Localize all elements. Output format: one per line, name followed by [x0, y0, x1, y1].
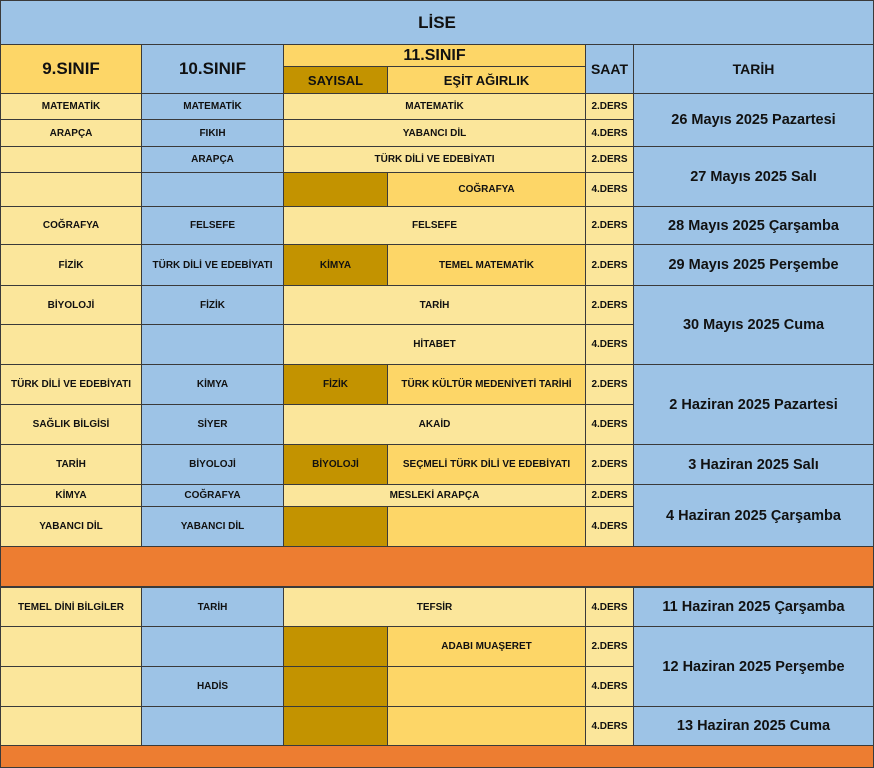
cell-9-sinif: ARAPÇA [0, 119, 142, 147]
cell-9-sinif: KİMYA [0, 484, 142, 507]
cell-saat: 2.DERS [585, 93, 634, 120]
cell-11-sinif: HİTABET [283, 324, 586, 365]
cell-10-sinif: SİYER [141, 404, 284, 445]
cell-9-sinif: TARİH [0, 444, 142, 485]
cell-sayisal: KİMYA [283, 244, 388, 286]
cell-10-sinif: ARAPÇA [141, 146, 284, 173]
cell-10-sinif: YABANCI DİL [141, 506, 284, 547]
cell-sayisal: BİYOLOJİ [283, 444, 388, 485]
cell-esit-agirlik: COĞRAFYA [387, 172, 586, 207]
cell-sayisal [283, 172, 388, 207]
cell-10-sinif [141, 324, 284, 365]
cell-esit-agirlik: TEMEL MATEMATİK [387, 244, 586, 286]
cell-10-sinif: MATEMATİK [141, 93, 284, 120]
cell-9-sinif: YABANCI DİL [0, 506, 142, 547]
cell-10-sinif: TARİH [141, 587, 284, 627]
cell-9-sinif: MATEMATİK [0, 93, 142, 120]
cell-10-sinif [141, 172, 284, 207]
cell-9-sinif [0, 146, 142, 173]
cell-10-sinif: FELSEFE [141, 206, 284, 245]
cell-11-sinif: MESLEKİ ARAPÇA [283, 484, 586, 507]
cell-11-sinif: TARİH [283, 285, 586, 325]
cell-tarih: 12 Haziran 2025 Perşembe [633, 626, 874, 707]
cell-saat: 4.DERS [585, 324, 634, 365]
cell-10-sinif: HADİS [141, 666, 284, 707]
cell-saat: 2.DERS [585, 244, 634, 286]
header-sayisal: SAYISAL [283, 66, 388, 94]
table-title: LİSE [0, 0, 874, 45]
cell-10-sinif: BİYOLOJİ [141, 444, 284, 485]
cell-esit-agirlik: ADABI MUAŞERET [387, 626, 586, 667]
header-9-sinif: 9.SINIF [0, 44, 142, 94]
cell-sayisal [283, 626, 388, 667]
cell-9-sinif: FİZİK [0, 244, 142, 286]
cell-10-sinif: KİMYA [141, 364, 284, 405]
cell-10-sinif: TÜRK DİLİ VE EDEBİYATI [141, 244, 284, 286]
cell-saat: 4.DERS [585, 587, 634, 627]
cell-9-sinif: BİYOLOJİ [0, 285, 142, 325]
cell-9-sinif: SAĞLIK BİLGİSİ [0, 404, 142, 445]
cell-11-sinif: YABANCI DİL [283, 119, 586, 147]
cell-9-sinif: COĞRAFYA [0, 206, 142, 245]
cell-9-sinif [0, 706, 142, 746]
cell-tarih: 4 Haziran 2025 Çarşamba [633, 484, 874, 547]
cell-11-sinif: FELSEFE [283, 206, 586, 245]
cell-esit-agirlik [387, 506, 586, 547]
header-saat: SAAT [585, 44, 634, 94]
cell-10-sinif: FİZİK [141, 285, 284, 325]
cell-tarih: 28 Mayıs 2025 Çarşamba [633, 206, 874, 245]
cell-9-sinif: TEMEL DİNİ BİLGİLER [0, 587, 142, 627]
cell-11-sinif: TÜRK DİLİ VE EDEBİYATI [283, 146, 586, 173]
cell-sayisal: FİZİK [283, 364, 388, 405]
cell-sayisal [283, 506, 388, 547]
cell-tarih: 30 Mayıs 2025 Cuma [633, 285, 874, 365]
cell-9-sinif [0, 626, 142, 667]
cell-tarih: 13 Haziran 2025 Cuma [633, 706, 874, 746]
cell-saat: 2.DERS [585, 146, 634, 173]
cell-saat: 2.DERS [585, 444, 634, 485]
cell-esit-agirlik [387, 666, 586, 707]
cell-9-sinif [0, 324, 142, 365]
cell-11-sinif: TEFSİR [283, 587, 586, 627]
cell-saat: 4.DERS [585, 172, 634, 207]
cell-tarih: 29 Mayıs 2025 Perşembe [633, 244, 874, 286]
cell-tarih: 11 Haziran 2025 Çarşamba [633, 587, 874, 627]
cell-saat: 2.DERS [585, 364, 634, 405]
cell-esit-agirlik: TÜRK KÜLTÜR MEDENİYETİ TARİHİ [387, 364, 586, 405]
cell-9-sinif [0, 172, 142, 207]
header-esit-agirlik: EŞİT AĞIRLIK [387, 66, 586, 94]
cell-sayisal [283, 706, 388, 746]
cell-9-sinif: TÜRK DİLİ VE EDEBİYATI [0, 364, 142, 405]
cell-tarih: 3 Haziran 2025 Salı [633, 444, 874, 485]
header-tarih: TARİH [633, 44, 874, 94]
header-11-sinif: 11.SINIF [283, 44, 586, 67]
cell-10-sinif [141, 706, 284, 746]
cell-tarih: 27 Mayıs 2025 Salı [633, 146, 874, 207]
cell-tarih: 2 Haziran 2025 Pazartesi [633, 364, 874, 445]
cell-saat: 2.DERS [585, 626, 634, 667]
cell-10-sinif: FIKIH [141, 119, 284, 147]
cell-esit-agirlik: SEÇMELİ TÜRK DİLİ VE EDEBİYATI [387, 444, 586, 485]
cell-sayisal [283, 666, 388, 707]
cell-11-sinif: AKAİD [283, 404, 586, 445]
cell-10-sinif: COĞRAFYA [141, 484, 284, 507]
header-10-sinif: 10.SINIF [141, 44, 284, 94]
cell-saat: 2.DERS [585, 285, 634, 325]
cell-saat: 4.DERS [585, 666, 634, 707]
cell-saat: 4.DERS [585, 404, 634, 445]
cell-saat: 2.DERS [585, 484, 634, 507]
cell-saat: 4.DERS [585, 506, 634, 547]
cell-9-sinif [0, 666, 142, 707]
cell-saat: 4.DERS [585, 706, 634, 746]
cell-11-sinif: MATEMATİK [283, 93, 586, 120]
cell-esit-agirlik [387, 706, 586, 746]
cell-10-sinif [141, 626, 284, 667]
separator-bar [0, 546, 874, 587]
cell-tarih: 26 Mayıs 2025 Pazartesi [633, 93, 874, 147]
cell-saat: 2.DERS [585, 206, 634, 245]
separator-bar-bottom [0, 745, 874, 768]
cell-saat: 4.DERS [585, 119, 634, 147]
